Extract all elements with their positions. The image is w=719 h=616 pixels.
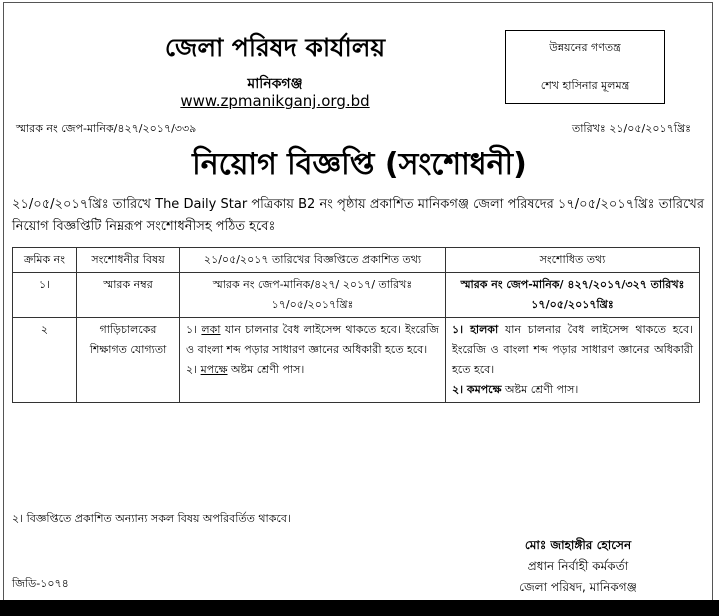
signer-designation: প্রধান নির্বাহী কর্মকর্তা <box>527 559 629 573</box>
col-header-published: ২১/০৫/২০১৭ তারিখের বিজ্ঞপ্তিতে প্রকাশিত তথ্য <box>180 248 446 273</box>
signature-block <box>478 535 678 598</box>
table-header-row <box>13 248 700 273</box>
notice-date: তারিখঃ ২১/০৫/২০১৭খ্রিঃ <box>571 122 691 135</box>
item-text: যান চালনার বৈধ লাইসেন্স থাকতে হবে। ইংরেজি ও বাংলা শব্দ পড়ার সাধারণ জ্ঞানের অধিকারী হতে হবে। <box>452 323 694 376</box>
table-row <box>13 273 700 318</box>
cell-published <box>180 318 446 403</box>
slogan-line-2: শেখ হাসিনার মূলমন্ত্র <box>540 79 630 92</box>
item-text: যান চালনার বৈধ লাইসেন্স থাকতে হবে। ইংরেজি ও বাংলা শব্দ পড়ার সাধারণ জ্ঞানের অধিকারী হতে হবে। <box>186 323 440 356</box>
cell-corrected: স্মারক নং জেপ-মানিক/ ৪২৭/২০১৭/৩২৭ তারিখঃ ১৭/০৫/২০১৭খ্রিঃ <box>446 273 700 318</box>
cell-published: স্মারক নং জেপ-মানিক/৪২৭/ ২০১৭/ তারিখঃ ১৭/০৫/২০১৭খ্রিঃ <box>180 273 446 318</box>
item-number: ১। <box>186 323 198 336</box>
corrected-item-1 <box>452 320 693 380</box>
cell-subject: স্মারক নম্বর <box>77 273 180 318</box>
item-text: অষ্টম শ্রেণী পাস। <box>231 363 305 376</box>
underlined-word: লকা <box>201 323 221 336</box>
col-header-serial: ক্রমিক নং <box>13 248 77 273</box>
website-link[interactable]: www.zpmanikganj.org.bd <box>180 92 370 110</box>
bottom-bar <box>0 600 719 616</box>
item-text: অষ্টম শ্রেণী পাস। <box>505 383 579 396</box>
slogan-line-1: উন্নয়নের গণতন্ত্র <box>549 41 621 54</box>
footer-note: ২। বিজ্ঞপ্তিতে প্রকাশিত অন্যান্য সকল বিষয় অপরিবর্তিত থাকবে। <box>12 512 291 525</box>
office-title: জেলা পরিষদ কার্যালয় <box>164 33 386 62</box>
cell-subject: গাড়িচালকের শিক্ষাগত যোগ্যতা <box>77 318 180 403</box>
amendment-table <box>12 247 700 403</box>
slogan-box <box>505 30 665 104</box>
bold-word: ২। কমপক্ষে <box>452 383 502 396</box>
cell-corrected <box>446 318 700 403</box>
table-row <box>13 318 700 403</box>
intro-paragraph: ২১/০৫/২০১৭খ্রিঃ তারিখে The Daily Star পত্রিকায় B2 নং পৃষ্ঠায় প্রকাশিত মানিকগঞ্জ জেলা পরিষদের ১৭/০৫/২০১৭খ্রিঃ তারিখের নিয়োগ বিজ্ঞপ্তিটি নিম্নরূপ সংশোধনীসহ পঠিত হবেঃ <box>12 197 704 234</box>
item-number: ২। <box>186 363 198 376</box>
ref-code: জিডি-১০৭৪ <box>12 577 69 590</box>
bold-word: ১। হালকা <box>452 323 499 336</box>
memo-number: স্মারক নং জেপ-মানিক/৪২৭/২০১৭/৩৩৯ <box>16 122 197 135</box>
published-item-2 <box>186 360 439 380</box>
cell-serial: ১। <box>13 273 77 318</box>
col-header-corrected: সংশোধিত তথ্য <box>446 248 700 273</box>
published-item-1 <box>186 320 439 360</box>
underlined-word: মপক্ষে <box>200 363 228 376</box>
signer-office: জেলা পরিষদ, মানিকগঞ্জ <box>519 580 637 594</box>
cell-serial: ২ <box>13 318 77 403</box>
notice-title: নিয়োগ বিজ্ঞপ্তি (সংশোধনী) <box>192 147 527 182</box>
corrected-item-2 <box>452 380 693 400</box>
district-name: মানিকগঞ্জ <box>247 76 303 92</box>
signer-name: মোঃ জাহাঙ্গীর হোসেন <box>524 538 632 552</box>
col-header-subject: সংশোধনীর বিষয় <box>77 248 180 273</box>
